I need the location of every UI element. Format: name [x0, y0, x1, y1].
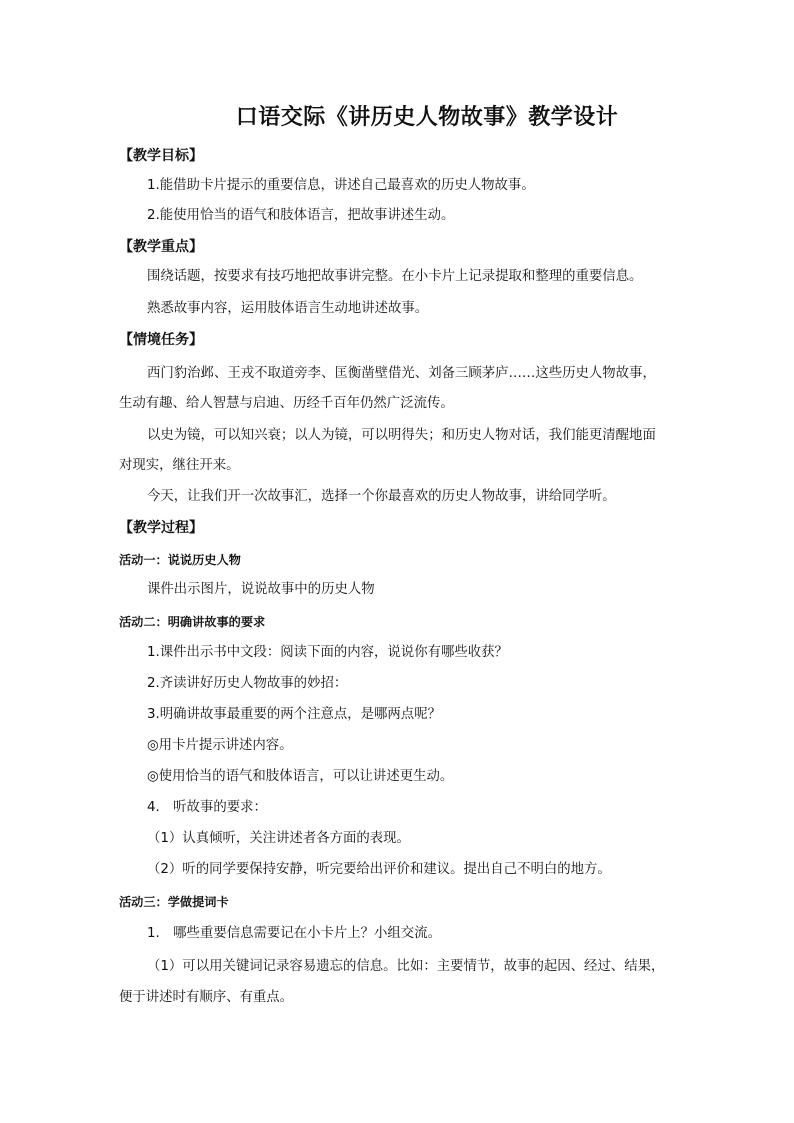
activity-2-item-4: ◎用卡片提示讲述内容。 — [147, 738, 293, 753]
activity-3-item-1: 1. 哪些重要信息需要记在小卡片上？小组交流。 — [147, 926, 441, 941]
task-paragraph-2-line-2: 对现实，继往开来。 — [119, 458, 240, 473]
section-heading-focus: 【教学重点】 — [119, 239, 203, 255]
activity-2-item-8: （2）听的同学要保持安静，听完要给出评价和建议。提出自己不明白的地方。 — [147, 862, 611, 877]
task-paragraph-1-line-2: 生动有趣、给人智慧与启迪、历经千百年仍然广泛流传。 — [119, 396, 454, 411]
goal-item-1: 1.能借助卡片提示的重要信息，讲述自己最喜欢的历史人物故事。 — [147, 178, 535, 193]
task-paragraph-3: 今天，让我们开一次故事汇，选择一个你最喜欢的历史人物故事，讲给同学听。 — [147, 489, 616, 504]
focus-item-2: 熟悉故事内容，运用肢体语言生动地讲述故事。 — [147, 301, 429, 316]
activity-2-item-1: 1.课件出示书中文段：阅读下面的内容，说说你有哪些收获？ — [147, 645, 508, 660]
activity-2-item-6: 4. 听故事的要求： — [147, 800, 267, 815]
section-heading-task: 【情境任务】 — [119, 332, 203, 348]
activity-2-item-5: ◎使用恰当的语气和肢体语言，可以让讲述更生动。 — [147, 769, 454, 784]
task-paragraph-2-line-1: 以史为镜，可以知兴衰；以人为镜，可以明得失；和历史人物对话，我们能更清醒地面 — [147, 428, 656, 443]
activity-3-sub-1-line-2: 便于讲述时有顺序、有重点。 — [119, 990, 294, 1005]
activity-2-item-7: （1）认真倾听，关注讲述者各方面的表现。 — [147, 831, 410, 846]
activity-2-item-2: 2.齐读讲好历史人物故事的妙招： — [147, 676, 348, 691]
goal-item-2: 2.能使用恰当的语气和肢体语言，把故事讲述生动。 — [147, 208, 455, 223]
activity-2-item-3: 3.明确讲故事最重要的两个注意点，是哪两点呢？ — [147, 707, 441, 722]
focus-item-1: 围绕话题，按要求有技巧地把故事讲完整。在小卡片上记录提取和整理的重要信息。 — [147, 269, 643, 284]
activity-3-sub-1-line-1: （1）可以用关键词记录容易遗忘的信息。比如：主要情节，故事的起因、经过、结果， — [147, 959, 665, 974]
activity-3-title: 活动三：学做提词卡 — [119, 895, 229, 909]
section-heading-goals: 【教学目标】 — [119, 148, 203, 164]
task-paragraph-1-line-1: 西门豹治邺、王戎不取道旁李、匡衡凿壁借光、刘备三顾茅庐……这些历史人物故事， — [147, 366, 656, 381]
page-title: 口语交际《讲历史人物故事》教学设计 — [235, 104, 619, 130]
activity-1-title: 活动一：说说历史人物 — [119, 553, 241, 567]
activity-1-text: 课件出示图片，说说故事中的历史人物 — [147, 582, 375, 597]
activity-2-title: 活动二：明确讲故事的要求 — [119, 615, 266, 629]
section-heading-process: 【教学过程】 — [119, 520, 203, 536]
